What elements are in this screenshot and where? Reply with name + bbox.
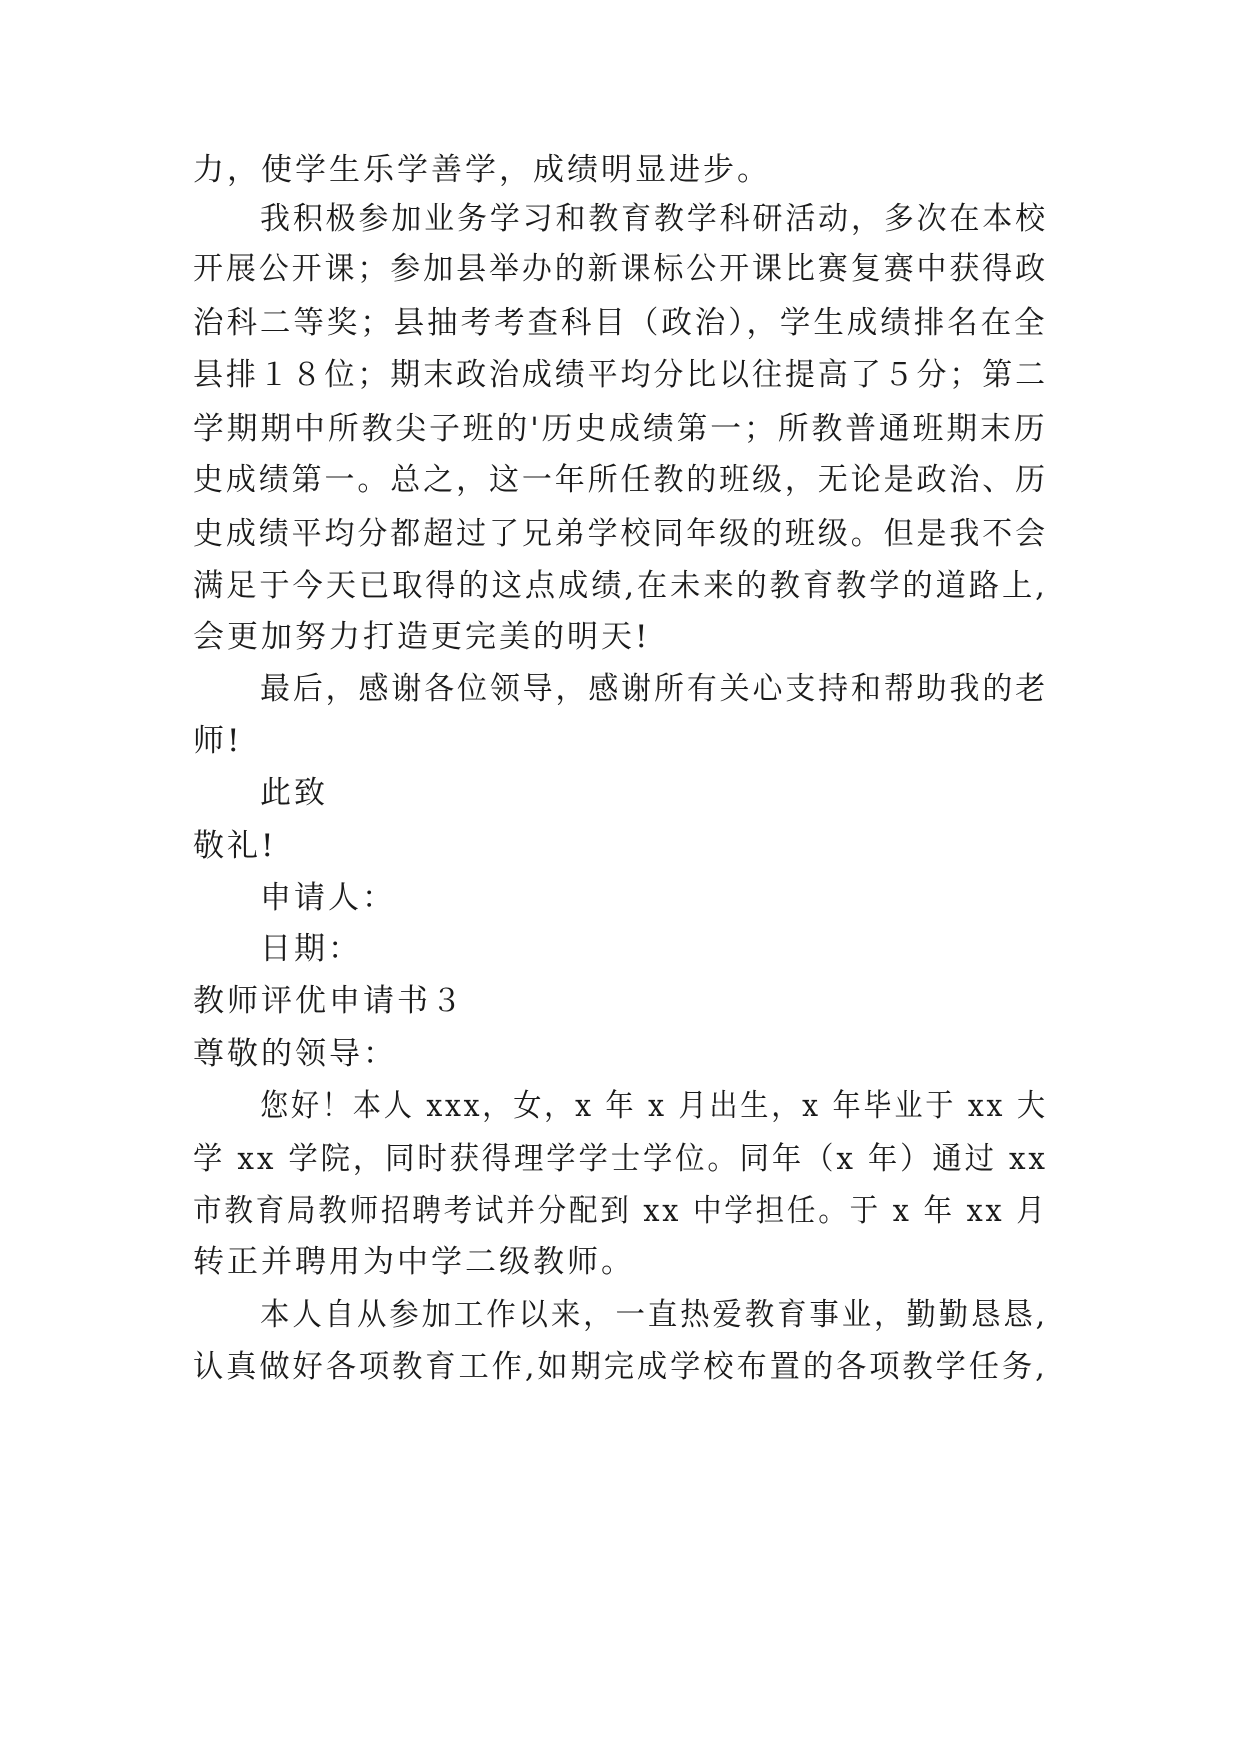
text-line-16: 日期： — [260, 931, 362, 967]
text-line-20: 学 xx 学院，同时获得理学学士学位。同年（x 年）通过 xx — [193, 1141, 1048, 1177]
text-line-15: 申请人： — [260, 880, 396, 916]
text-line-12: 师! — [193, 723, 243, 759]
text-line-5: 县排１８位；期末政治成绩平均分比以往提高了５分；第二 — [193, 357, 1049, 393]
text-line-10: 会更加努力打造更完美的明天! — [193, 619, 651, 655]
text-line-19: 您好！本人 xxx，女，x 年 x 月出生，x 年毕业于 xx 大 — [260, 1088, 1048, 1124]
text-line-2: 我积极参加业务学习和教育教学科研活动，多次在本校 — [260, 201, 1049, 237]
text-line-17: 教师评优申请书３ — [193, 983, 465, 1019]
text-line-4: 治科二等奖；县抽考考查科目（政治），学生成绩排名在全 — [193, 305, 1048, 341]
text-line-24: 认真做好各项教育工作,如期完成学校布置的各项教学任务, — [193, 1349, 1048, 1385]
text-line-23: 本人自从参加工作以来，一直热爱教育事业，勤勤恳恳, — [260, 1297, 1048, 1333]
text-line-13: 此致 — [260, 775, 328, 811]
text-line-1: 力，使学生乐学善学，成绩明显进步。 — [193, 152, 771, 188]
text-line-11: 最后，感谢各位领导，感谢所有关心支持和帮助我的老 — [260, 671, 1049, 707]
text-line-9: 满足于今天已取得的这点成绩,在未来的教育教学的道路上, — [193, 568, 1048, 604]
text-line-7: 史成绩第一。总之，这一年所任教的班级，无论是政治、历 — [193, 462, 1049, 498]
text-line-22: 转正并聘用为中学二级教师。 — [193, 1244, 635, 1280]
text-line-14: 敬礼! — [193, 828, 277, 864]
text-line-6: 学期期中所教尖子班的'历史成绩第一；所教普通班期末历 — [193, 411, 1048, 447]
text-line-3: 开展公开课；参加县举办的新课标公开课比赛复赛中获得政 — [193, 251, 1049, 287]
text-line-21: 市教育局教师招聘考试并分配到 xx 中学担任。于 x 年 xx 月 — [193, 1193, 1048, 1229]
text-line-18: 尊敬的领导： — [193, 1036, 397, 1072]
text-line-8: 史成绩平均分都超过了兄弟学校同年级的班级。但是我不会 — [193, 516, 1049, 552]
